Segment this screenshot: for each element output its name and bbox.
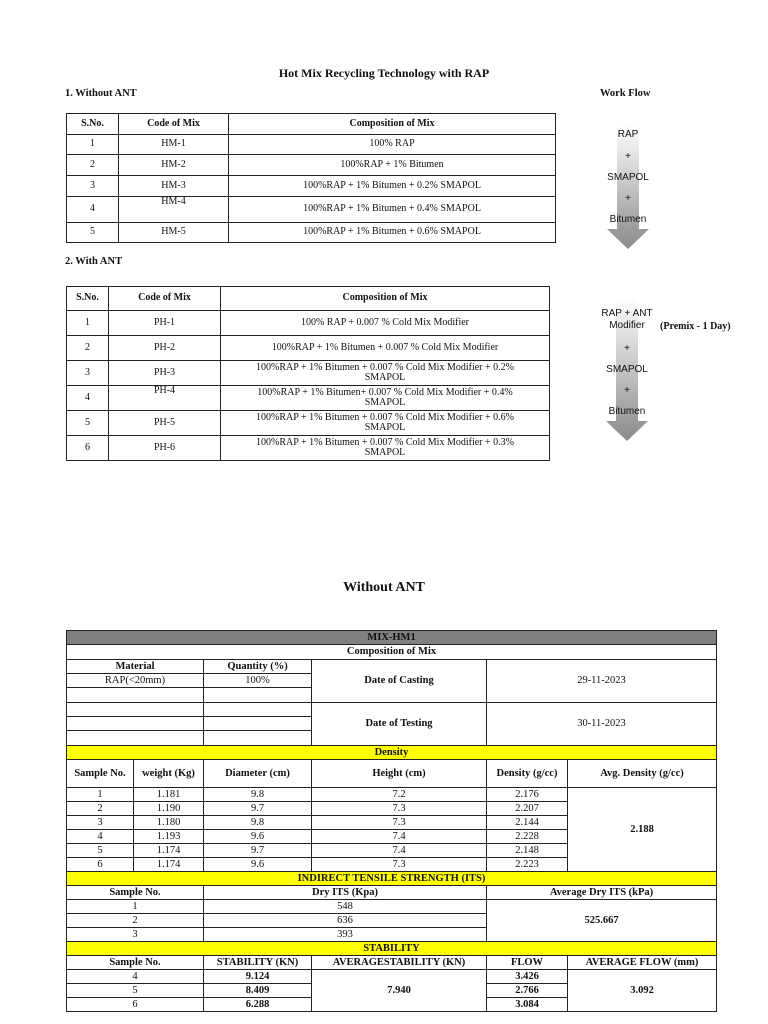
table-row: 2 PH-2 100%RAP + 1% Bitumen + 0.007 % Cold Mix Modifier — [67, 336, 550, 361]
table-row: 5 HM-5 100%RAP + 1% Bitumen + 0.6% SMAPOL — [67, 223, 556, 243]
testing-label: Date of Testing — [312, 703, 487, 746]
table-row: 5 PH-5 100%RAP + 1% Bitumen + 0.007 % Cold Mix Modifier + 0.6% SMAPOL — [67, 411, 550, 436]
table-row: 6 PH-6 100%RAP + 1% Bitumen + 0.007 % Cold Mix Modifier + 0.3% SMAPOL — [67, 436, 550, 461]
workflow-arrow-1: RAP + SMAPOL + Bitumen — [593, 125, 663, 250]
premix-note: (Premix - 1 Day) — [660, 321, 731, 332]
stability-band: STABILITY — [67, 942, 717, 956]
table-row: 1 1.181 9.8 7.2 2.176 2.188 — [67, 788, 717, 802]
mix-table-without-ant — [66, 113, 556, 243]
table-row: 1 548 525.667 — [67, 900, 717, 914]
table-row: 5 8.409 2.766 — [67, 984, 717, 998]
workflow-heading: Work Flow — [600, 88, 651, 99]
table-row: 1 PH-1 100% RAP + 0.007 % Cold Mix Modifier — [67, 311, 550, 336]
workflow-arrow-2: RAP + ANT Modifier + SMAPOL + Bitumen — [592, 297, 662, 442]
casting-date: 29-11-2023 — [487, 660, 717, 703]
col-sno: S.No. — [67, 114, 119, 135]
table-row: 4 PH-4 100%RAP + 1% Bitumen+ 0.007 % Cold Mix Modifier + 0.4% SMAPOL — [67, 386, 550, 411]
section-heading-with-ant: 2. With ANT — [65, 256, 123, 267]
mix-hm1-table: MIX-HM1 Composition of Mix Material Quantity (%) Date of Casting 29-11-2023 RAP(<20mm) 100% Date of Testing 30-11-2023 Density Sample No. weight (Kg) Diameter (cm) Height (cm) Density (g/cc) Avg. Density (g/cc) 1 1.181 9.8 7.2 2.176 2.188 2 1.190 9.7 7.3 2.207 3 1.180 9.8 7.3 2.144 4 1.193 9.6 7.4 2.228 5 1.174 9.7 7.4 2.148 6 1.174 9.6 7.3 2.223 INDIRECT TENSILE STRENGTH (ITS) Sample No. Dry ITS (Kpa) Average Dry ITS (kPa) 1 548 525.667 2 636 3 393 STABILITY Sample No. STABILITY (KN) AVERAGESTABILITY (KN) FLOW AVERAGE FLOW (mm) 4 9.124 7.940 3.426 3.092 5 8.409 2.766 6 6.288 3.084 — [66, 630, 717, 1012]
table-row: 2 1.190 9.7 7.3 2.207 — [67, 802, 717, 816]
casting-label: Date of Casting — [312, 660, 487, 703]
section-heading-without-ant: 1. Without ANT — [65, 88, 137, 99]
table-row: 6 1.174 9.6 7.3 2.223 — [67, 858, 717, 872]
testing-date: 30-11-2023 — [487, 703, 717, 746]
density-band: Density — [67, 746, 717, 760]
table-row: 5 1.174 9.7 7.4 2.148 — [67, 844, 717, 858]
avg-flow: 3.092 — [568, 970, 717, 1012]
table-row: 4 HM-4 100%RAP + 1% Bitumen + 0.4% SMAPOL — [67, 197, 556, 223]
table-row: 4 1.193 9.6 7.4 2.228 — [67, 830, 717, 844]
table-row: 3 PH-3 100%RAP + 1% Bitumen + 0.007 % Cold Mix Modifier + 0.2% SMAPOL — [67, 361, 550, 386]
avg-its: 525.667 — [487, 900, 717, 942]
table-row: 3 1.180 9.8 7.3 2.144 — [67, 816, 717, 830]
mix-table-with-ant: S.No. Code of Mix Composition of Mix 1 PH-1 100% RAP + 0.007 % Cold Mix Modifier 2 PH-2 100%RAP + 1% Bitumen + 0.007 % Cold Mix Modifier 3 PH-3 100%RAP + 1% Bitumen + 0.007 % Cold Mix Modifier + 0.2% SMAPOL 4 PH-4 100%RAP + 1% Bitumen+ 0.007 % Cold Mix Modifier + 0.4% SMAPOL 5 PH-5 100%RAP + 1% Bitumen + 0.007 % Cold Mix Modifier + 0.6% SMAPOL 6 PH-6 100%RAP + 1% Bitumen + 0.007 % Cold Mix Modifier + 0.3% SMAPOL — [66, 286, 550, 461]
without-ant-title: Without ANT — [343, 580, 425, 595]
its-band: INDIRECT TENSILE STRENGTH (ITS) — [67, 872, 717, 886]
table-row: 3 HM-3 100%RAP + 1% Bitumen + 0.2% SMAPOL — [67, 176, 556, 197]
col-composition: Composition of Mix — [229, 114, 556, 135]
table-row: 2 HM-2 100%RAP + 1% Bitumen — [67, 155, 556, 176]
avg-stability: 7.940 — [312, 970, 487, 1012]
down-arrow-icon — [593, 125, 663, 250]
table-row: 4 9.124 7.940 3.426 3.092 — [67, 970, 717, 984]
composition-label: Composition of Mix — [67, 645, 717, 660]
table-row: 2 636 — [67, 914, 717, 928]
table-row: 3 393 — [67, 928, 717, 942]
page-title: Hot Mix Recycling Technology with RAP — [278, 66, 490, 80]
table-row: 1 HM-1 100% RAP — [67, 135, 556, 155]
avg-density: 2.188 — [568, 788, 717, 872]
table-row: 6 6.288 3.084 — [67, 998, 717, 1012]
mix-name: MIX-HM1 — [67, 631, 717, 645]
col-code: Code of Mix — [119, 114, 229, 135]
